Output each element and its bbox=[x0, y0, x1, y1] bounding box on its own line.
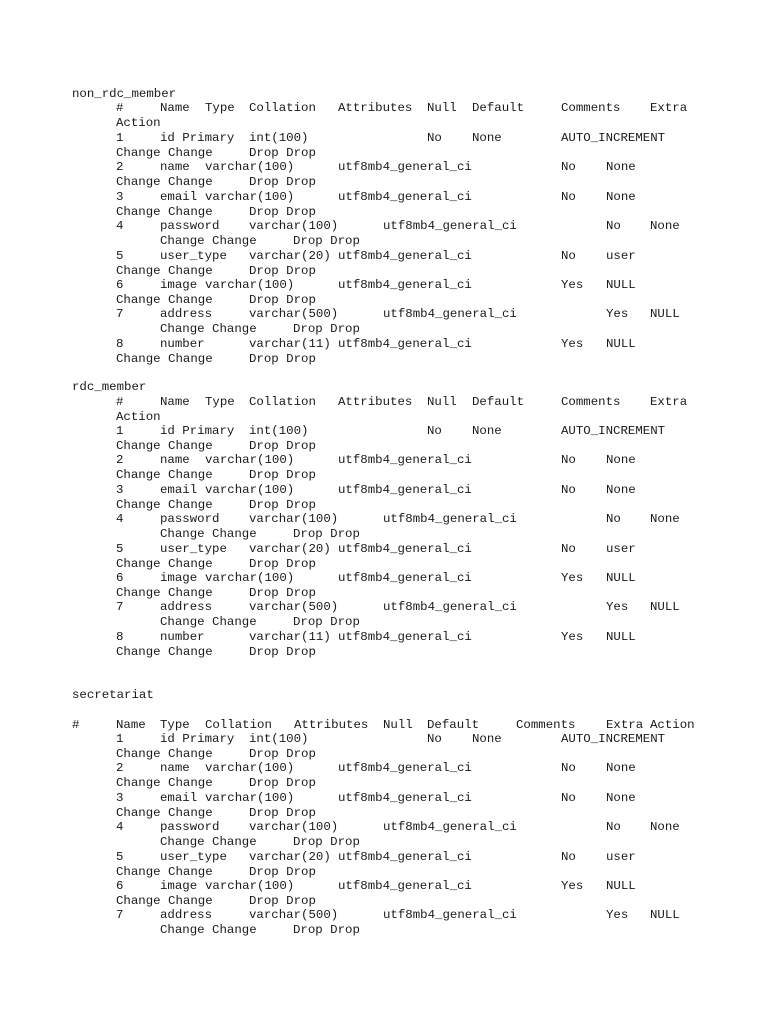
table-title-text: secretariat bbox=[72, 688, 154, 702]
field-type: varchar(100) bbox=[249, 512, 339, 527]
row-number: 5 bbox=[116, 248, 124, 263]
field-type: varchar(11) bbox=[249, 629, 331, 644]
field-collation: utf8mb4_general_ci bbox=[383, 820, 517, 835]
field-name: id Primary bbox=[160, 732, 235, 746]
field-default: user bbox=[606, 541, 636, 556]
field-name: password bbox=[160, 820, 220, 835]
column-header: Extra bbox=[650, 101, 688, 115]
row-number: 7 bbox=[116, 908, 124, 923]
field-name: email bbox=[160, 482, 198, 497]
field-name: address bbox=[160, 307, 213, 322]
field-null: Yes bbox=[561, 278, 584, 292]
field-collation: utf8mb4_general_ci bbox=[338, 189, 472, 204]
column-header: # bbox=[116, 101, 124, 115]
field-name: name bbox=[160, 761, 190, 776]
field-collation: utf8mb4_general_ci bbox=[338, 761, 472, 776]
field-null: No bbox=[606, 219, 621, 234]
field-name: address bbox=[160, 908, 213, 923]
field-type: varchar(20) bbox=[249, 541, 331, 556]
field-name: image bbox=[160, 278, 198, 292]
column-header: Type bbox=[205, 395, 235, 409]
row-number: 4 bbox=[116, 512, 124, 527]
row-number: 6 bbox=[116, 571, 124, 585]
field-type: varchar(100) bbox=[205, 482, 295, 497]
drop-link[interactable]: Drop Drop bbox=[249, 468, 316, 483]
field-null: No bbox=[561, 248, 576, 263]
change-link[interactable]: Change Change bbox=[160, 835, 257, 850]
field-default: NULL bbox=[606, 629, 636, 644]
field-type: varchar(500) bbox=[249, 908, 339, 923]
row-number: 1 bbox=[116, 732, 124, 746]
change-link[interactable]: Change Change bbox=[116, 556, 213, 571]
field-null: Yes bbox=[561, 879, 584, 893]
field-default: None bbox=[650, 820, 680, 835]
column-header: Action bbox=[650, 718, 695, 732]
field-collation: utf8mb4_general_ci bbox=[338, 879, 472, 893]
field-name: image bbox=[160, 879, 198, 893]
drop-link[interactable]: Drop Drop bbox=[249, 439, 316, 453]
change-link[interactable]: Change Change bbox=[160, 322, 257, 337]
field-name: image bbox=[160, 571, 198, 585]
table-title-text: rdc_member bbox=[72, 380, 147, 394]
drop-link[interactable]: Drop Drop bbox=[249, 776, 316, 791]
field-name: number bbox=[160, 336, 205, 351]
row-number: 4 bbox=[116, 820, 124, 835]
column-header: Action bbox=[116, 116, 161, 130]
column-header: Extra bbox=[650, 395, 688, 409]
drop-link[interactable]: Drop Drop bbox=[249, 263, 316, 278]
change-link[interactable]: Change Change bbox=[160, 527, 257, 542]
field-default: user bbox=[606, 849, 636, 864]
field-collation: utf8mb4_general_ci bbox=[338, 336, 472, 351]
change-link[interactable]: Change Change bbox=[116, 468, 213, 483]
field-type: varchar(100) bbox=[205, 879, 295, 893]
field-null: Yes bbox=[606, 600, 629, 615]
column-header: Comments bbox=[516, 718, 576, 732]
field-default: None bbox=[606, 790, 636, 805]
change-link[interactable]: Change Change bbox=[116, 644, 213, 659]
field-type: int(100) bbox=[249, 424, 309, 438]
column-header: Extra bbox=[606, 718, 644, 732]
change-link[interactable]: Change Change bbox=[116, 864, 213, 879]
field-type: varchar(100) bbox=[205, 278, 295, 292]
column-header: Action bbox=[116, 410, 161, 424]
drop-link[interactable]: Drop Drop bbox=[249, 894, 316, 908]
field-collation: utf8mb4_general_ci bbox=[383, 600, 517, 615]
row-number: 6 bbox=[116, 278, 124, 292]
drop-link[interactable]: Drop Drop bbox=[293, 322, 360, 337]
drop-link[interactable]: Drop Drop bbox=[293, 234, 360, 249]
field-type: varchar(100) bbox=[205, 571, 295, 585]
field-default: None bbox=[472, 732, 502, 746]
row-number: 1 bbox=[116, 131, 124, 145]
field-collation: utf8mb4_general_ci bbox=[383, 908, 517, 923]
field-null: No bbox=[561, 482, 576, 497]
change-link[interactable]: Change Change bbox=[116, 351, 213, 366]
field-default: None bbox=[606, 453, 636, 468]
column-header: Type bbox=[205, 101, 235, 115]
drop-link[interactable]: Drop Drop bbox=[249, 175, 316, 190]
change-link[interactable]: Change Change bbox=[160, 923, 257, 938]
field-collation: utf8mb4_general_ci bbox=[338, 248, 472, 263]
column-header: Default bbox=[472, 101, 525, 115]
drop-link[interactable]: Drop Drop bbox=[249, 864, 316, 879]
field-type: varchar(500) bbox=[249, 307, 339, 322]
field-extra: AUTO_INCREMENT bbox=[561, 732, 666, 746]
column-header: Attributes bbox=[294, 718, 369, 732]
field-null: No bbox=[561, 541, 576, 556]
field-collation: utf8mb4_general_ci bbox=[338, 278, 472, 292]
field-default: NULL bbox=[650, 908, 680, 923]
field-collation: utf8mb4_general_ci bbox=[338, 849, 472, 864]
field-name: number bbox=[160, 629, 205, 644]
column-header: # bbox=[72, 718, 80, 732]
change-link[interactable]: Change Change bbox=[116, 293, 213, 307]
field-default: None bbox=[606, 482, 636, 497]
drop-link[interactable]: Drop Drop bbox=[249, 747, 316, 761]
drop-link[interactable]: Drop Drop bbox=[293, 527, 360, 542]
drop-link[interactable]: Drop Drop bbox=[249, 204, 316, 219]
field-default: None bbox=[650, 512, 680, 527]
column-header: # bbox=[116, 395, 124, 409]
column-header: Attributes bbox=[338, 101, 413, 115]
field-null: No bbox=[427, 131, 442, 145]
field-type: int(100) bbox=[249, 732, 309, 746]
column-header: Null bbox=[383, 718, 413, 732]
field-type: varchar(100) bbox=[249, 219, 339, 234]
drop-link[interactable]: Drop Drop bbox=[293, 923, 360, 938]
row-number: 7 bbox=[116, 600, 124, 615]
column-header: Null bbox=[427, 101, 457, 115]
field-default: NULL bbox=[606, 278, 636, 292]
field-collation: utf8mb4_general_ci bbox=[338, 790, 472, 805]
field-type: varchar(500) bbox=[249, 600, 339, 615]
field-collation: utf8mb4_general_ci bbox=[338, 482, 472, 497]
field-default: user bbox=[606, 248, 636, 263]
field-null: Yes bbox=[606, 307, 629, 322]
field-collation: utf8mb4_general_ci bbox=[338, 160, 472, 175]
field-collation: utf8mb4_general_ci bbox=[338, 541, 472, 556]
field-null: No bbox=[561, 189, 576, 204]
row-number: 7 bbox=[116, 307, 124, 322]
drop-link[interactable]: Drop Drop bbox=[293, 615, 360, 630]
field-null: No bbox=[606, 820, 621, 835]
field-default: NULL bbox=[606, 879, 636, 893]
field-collation: utf8mb4_general_ci bbox=[383, 512, 517, 527]
table-title-text: non_rdc_member bbox=[72, 87, 177, 101]
field-name: password bbox=[160, 512, 220, 527]
field-null: No bbox=[606, 512, 621, 527]
field-default: None bbox=[606, 160, 636, 175]
field-default: None bbox=[606, 761, 636, 776]
row-number: 8 bbox=[116, 629, 124, 644]
row-number: 3 bbox=[116, 189, 124, 204]
field-null: Yes bbox=[561, 629, 584, 644]
field-name: user_type bbox=[160, 849, 227, 864]
field-null: No bbox=[561, 761, 576, 776]
field-null: Yes bbox=[561, 336, 584, 351]
field-extra: AUTO_INCREMENT bbox=[561, 131, 666, 145]
field-type: varchar(100) bbox=[205, 761, 295, 776]
field-collation: utf8mb4_general_ci bbox=[383, 307, 517, 322]
row-number: 4 bbox=[116, 219, 124, 234]
change-link[interactable]: Change Change bbox=[160, 234, 257, 249]
field-name: id Primary bbox=[160, 131, 235, 145]
row-number: 2 bbox=[116, 453, 124, 468]
change-link[interactable]: Change Change bbox=[116, 263, 213, 278]
field-collation: utf8mb4_general_ci bbox=[338, 571, 472, 585]
field-collation: utf8mb4_general_ci bbox=[338, 453, 472, 468]
column-header: Comments bbox=[561, 395, 621, 409]
column-header: Collation bbox=[205, 718, 272, 732]
field-type: varchar(100) bbox=[205, 189, 295, 204]
drop-link[interactable]: Drop Drop bbox=[293, 835, 360, 850]
field-default: None bbox=[650, 219, 680, 234]
field-name: email bbox=[160, 189, 198, 204]
field-collation: utf8mb4_general_ci bbox=[383, 219, 517, 234]
column-header: Null bbox=[427, 395, 457, 409]
field-default: None bbox=[606, 189, 636, 204]
column-header: Attributes bbox=[338, 395, 413, 409]
field-null: Yes bbox=[606, 908, 629, 923]
field-default: NULL bbox=[650, 600, 680, 615]
field-type: int(100) bbox=[249, 131, 309, 145]
field-name: user_type bbox=[160, 248, 227, 263]
row-number: 3 bbox=[116, 482, 124, 497]
field-type: varchar(20) bbox=[249, 248, 331, 263]
change-link[interactable]: Change Change bbox=[116, 586, 213, 600]
field-null: Yes bbox=[561, 571, 584, 585]
drop-link[interactable]: Drop Drop bbox=[249, 644, 316, 659]
field-null: No bbox=[427, 732, 442, 746]
field-name: password bbox=[160, 219, 220, 234]
field-type: varchar(11) bbox=[249, 336, 331, 351]
field-type: varchar(100) bbox=[205, 160, 295, 175]
row-number: 3 bbox=[116, 790, 124, 805]
change-link[interactable]: Change Change bbox=[116, 146, 213, 160]
row-number: 1 bbox=[116, 424, 124, 438]
row-number: 2 bbox=[116, 761, 124, 776]
drop-link[interactable]: Drop Drop bbox=[249, 586, 316, 600]
field-name: user_type bbox=[160, 541, 227, 556]
field-default: NULL bbox=[650, 307, 680, 322]
field-type: varchar(100) bbox=[205, 790, 295, 805]
row-number: 5 bbox=[116, 849, 124, 864]
field-name: id Primary bbox=[160, 424, 235, 438]
field-name: address bbox=[160, 600, 213, 615]
column-header: Comments bbox=[561, 101, 621, 115]
change-link[interactable]: Change Change bbox=[116, 497, 213, 512]
column-header: Type bbox=[160, 718, 190, 732]
field-type: varchar(100) bbox=[249, 820, 339, 835]
drop-link[interactable]: Drop Drop bbox=[249, 497, 316, 512]
drop-link[interactable]: Drop Drop bbox=[249, 293, 316, 307]
change-link[interactable]: Change Change bbox=[116, 747, 213, 761]
field-null: No bbox=[561, 160, 576, 175]
field-default: None bbox=[472, 424, 502, 438]
field-null: No bbox=[561, 849, 576, 864]
field-default: NULL bbox=[606, 336, 636, 351]
change-link[interactable]: Change Change bbox=[116, 894, 213, 908]
change-link[interactable]: Change Change bbox=[160, 615, 257, 630]
field-null: No bbox=[427, 424, 442, 438]
drop-link[interactable]: Drop Drop bbox=[249, 805, 316, 820]
change-link[interactable]: Change Change bbox=[116, 175, 213, 190]
drop-link[interactable]: Drop Drop bbox=[249, 351, 316, 366]
field-type: varchar(100) bbox=[205, 453, 295, 468]
column-header: Default bbox=[427, 718, 480, 732]
field-default: NULL bbox=[606, 571, 636, 585]
column-header: Name bbox=[116, 718, 146, 732]
drop-link[interactable]: Drop Drop bbox=[249, 556, 316, 571]
row-number: 2 bbox=[116, 160, 124, 175]
drop-link[interactable]: Drop Drop bbox=[249, 146, 316, 160]
field-default: None bbox=[472, 131, 502, 145]
change-link[interactable]: Change Change bbox=[116, 805, 213, 820]
row-number: 5 bbox=[116, 541, 124, 556]
field-collation: utf8mb4_general_ci bbox=[338, 629, 472, 644]
row-number: 6 bbox=[116, 879, 124, 893]
column-header: Name bbox=[160, 101, 190, 115]
change-link[interactable]: Change Change bbox=[116, 439, 213, 453]
change-link[interactable]: Change Change bbox=[116, 776, 213, 791]
column-header: Collation bbox=[249, 101, 316, 115]
field-name: name bbox=[160, 453, 190, 468]
field-type: varchar(20) bbox=[249, 849, 331, 864]
change-link[interactable]: Change Change bbox=[116, 204, 213, 219]
column-header: Collation bbox=[249, 395, 316, 409]
row-number: 8 bbox=[116, 336, 124, 351]
field-null: No bbox=[561, 453, 576, 468]
field-extra: AUTO_INCREMENT bbox=[561, 424, 666, 438]
field-null: No bbox=[561, 790, 576, 805]
column-header: Default bbox=[472, 395, 525, 409]
field-name: email bbox=[160, 790, 198, 805]
field-name: name bbox=[160, 160, 190, 175]
column-header: Name bbox=[160, 395, 190, 409]
